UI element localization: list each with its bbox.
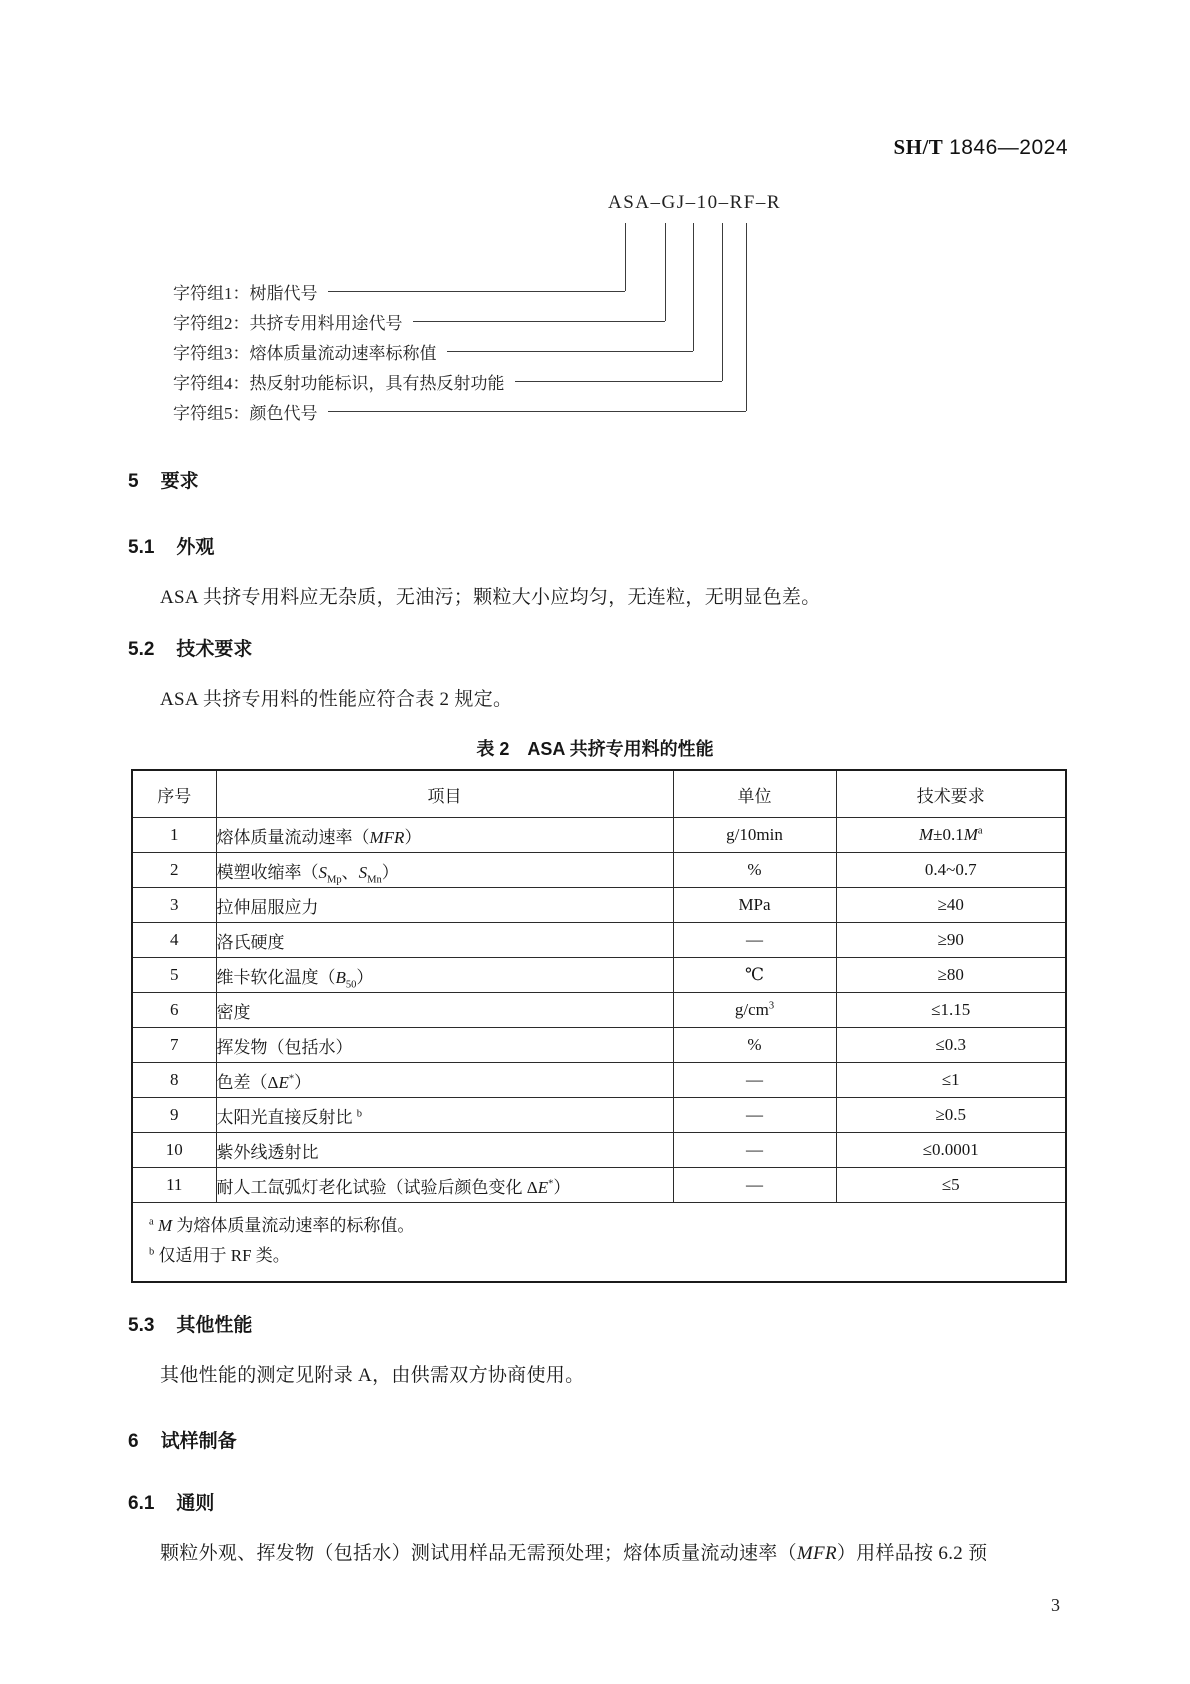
- table-row: [132, 1098, 1066, 1133]
- clause-title: 技术要求: [176, 639, 253, 660]
- row-requirement: ≥40: [836, 888, 1066, 923]
- row-unit: —: [673, 1098, 836, 1133]
- row-requirement: ≥0.5: [836, 1098, 1066, 1133]
- row-unit: —: [673, 923, 836, 958]
- clause-title: 要求: [160, 471, 199, 492]
- table-row: [132, 1063, 1066, 1098]
- row-requirement: ≤1.15: [836, 993, 1066, 1028]
- row-requirement: ≤0.0001: [836, 1133, 1066, 1168]
- table-row: [132, 888, 1066, 923]
- table-row: [132, 958, 1066, 993]
- section-heading-5-2: [122, 637, 1068, 663]
- diagram-label-row-1: [173, 281, 625, 301]
- connector-line-3: [693, 223, 694, 351]
- table-footnote-b: $^b$ 仅适用于 RF 类。: [149, 1246, 290, 1265]
- row-number: 5: [132, 958, 216, 993]
- diagram-label-5: 字符组5：颜色代号: [173, 403, 318, 423]
- diagram-label-row-3: [173, 341, 693, 361]
- table-caption: ASA 共挤专用料的性能: [527, 739, 714, 759]
- section-heading-6: [122, 1429, 1068, 1455]
- row-item: 太阳光直接反射比 $^b$: [216, 1098, 673, 1133]
- row-item: 耐人工氙弧灯老化试验（试验后颜色变化 ΔE*）: [216, 1168, 673, 1203]
- clause-number: 5: [128, 471, 139, 492]
- section-heading-5-1: [122, 535, 1068, 561]
- table-row: [132, 923, 1066, 958]
- diagram-label-1: 字符组1：树脂代号: [173, 283, 318, 303]
- table-footnote-cell: [132, 1203, 1066, 1283]
- paragraph-appearance: ASA 共挤专用料应无杂质，无油污；颗粒大小应均匀，无连粒，无明显色差。: [160, 587, 821, 608]
- row-number: 9: [132, 1098, 216, 1133]
- paragraph-technical: ASA 共挤专用料的性能应符合表 2 规定。: [160, 689, 513, 710]
- table-header-requirement: 技术要求: [836, 770, 1066, 818]
- connector-line-4: [722, 223, 723, 381]
- row-number: 1: [132, 818, 216, 853]
- diagram-label-row-4: [173, 371, 722, 391]
- table-row: [132, 853, 1066, 888]
- diagram-label-3: 字符组3：熔体质量流动速率标称值: [173, 343, 437, 363]
- clause-number: 6: [128, 1431, 139, 1452]
- row-item: 拉伸屈服应力: [216, 888, 673, 923]
- connector-line-1: [625, 223, 626, 291]
- clause-number: 5.3: [128, 1315, 155, 1336]
- page-number: 3: [1051, 1595, 1060, 1615]
- row-item: 密度: [216, 993, 673, 1028]
- table-footnotes: [132, 1203, 1066, 1283]
- label-leader-line-3: [447, 351, 694, 352]
- row-number: 10: [132, 1133, 216, 1168]
- row-number: 3: [132, 888, 216, 923]
- table-footnote-a: $^a$ M 为熔体质量流动速率的标称值。: [149, 1216, 415, 1235]
- table-row: [132, 818, 1066, 853]
- clause-title: 通则: [176, 1493, 215, 1514]
- clause-number: 6.1: [128, 1493, 155, 1514]
- clause-title: 外观: [176, 537, 215, 558]
- row-unit: MPa: [673, 888, 836, 923]
- table-row: [132, 1168, 1066, 1203]
- row-requirement: ≤1: [836, 1063, 1066, 1098]
- product-code: ASA–GJ–10–RF–R: [608, 192, 782, 213]
- table-header-item: 项目: [216, 770, 673, 818]
- table-title: [122, 735, 1068, 761]
- row-requirement: 0.4~0.7: [836, 853, 1066, 888]
- row-number: 4: [132, 923, 216, 958]
- row-unit: ℃: [673, 958, 836, 993]
- row-requirement: ≤5: [836, 1168, 1066, 1203]
- row-requirement: ≥90: [836, 923, 1066, 958]
- section-heading-5: [122, 469, 1068, 495]
- row-requirement: $M\pm 0.1M^a$: [836, 818, 1066, 853]
- row-unit: $g/cm^3$: [673, 993, 836, 1028]
- label-leader-line-5: [328, 411, 747, 412]
- paragraph-general: 颗粒外观、挥发物（包括水）测试用样品无需预处理；熔体质量流动速率（MFR）用样品按 6.2 预: [160, 1543, 988, 1564]
- row-unit: %: [673, 1028, 836, 1063]
- designation-code-diagram: [122, 186, 1068, 421]
- row-unit: —: [673, 1168, 836, 1203]
- label-leader-line-1: [328, 291, 626, 292]
- diagram-label-row-5: [173, 401, 746, 421]
- table-row: [132, 1028, 1066, 1063]
- table-row: [132, 993, 1066, 1028]
- diagram-label-2: 字符组2：共挤专用料用途代号: [173, 313, 403, 333]
- connector-line-5: [746, 223, 747, 411]
- row-item: 熔体质量流动速率（MFR）: [216, 818, 673, 853]
- spec-table: [131, 769, 1067, 1283]
- section-heading-5-3: [122, 1313, 1068, 1339]
- paragraph-other-properties: 其他性能的测定见附录 A，由供需双方协商使用。: [160, 1365, 585, 1386]
- table-number: 表 2: [476, 739, 510, 759]
- diagram-label-row-2: [173, 311, 665, 331]
- section-heading-6-1: [122, 1491, 1068, 1517]
- row-unit: g/10min: [673, 818, 836, 853]
- table-header-index: 序号: [132, 770, 216, 818]
- row-item: 挥发物（包括水）: [216, 1028, 673, 1063]
- row-number: 2: [132, 853, 216, 888]
- row-unit: —: [673, 1133, 836, 1168]
- row-item: 维卡软化温度$(B_{50})$: [216, 958, 673, 993]
- row-unit: %: [673, 853, 836, 888]
- row-number: 8: [132, 1063, 216, 1098]
- row-item: 模塑收缩率（$S_{Mp}$、$S_{Mn}$）: [216, 853, 673, 888]
- table-row: [132, 1133, 1066, 1168]
- label-leader-line-2: [413, 321, 666, 322]
- standard-number: 1846—2024: [949, 136, 1068, 159]
- row-requirement: ≥80: [836, 958, 1066, 993]
- diagram-label-4: 字符组4：热反射功能标识，具有热反射功能: [173, 373, 505, 393]
- row-unit: —: [673, 1063, 836, 1098]
- label-leader-line-4: [515, 381, 723, 382]
- row-number: 7: [132, 1028, 216, 1063]
- page-header: [122, 135, 1068, 160]
- clause-number: 5.1: [128, 537, 155, 558]
- standard-prefix: SH/T: [893, 135, 944, 159]
- row-requirement: ≤0.3: [836, 1028, 1066, 1063]
- row-number: 11: [132, 1168, 216, 1203]
- clause-title: 试样制备: [160, 1431, 237, 1452]
- connector-line-2: [665, 223, 666, 321]
- row-item: 紫外线透射比: [216, 1133, 673, 1168]
- clause-title: 其他性能: [176, 1315, 253, 1336]
- table-header-row: [132, 770, 1066, 818]
- table-header-unit: 单位: [673, 770, 836, 818]
- row-item: 洛氏硬度: [216, 923, 673, 958]
- row-item: 色差（ΔE*）: [216, 1063, 673, 1098]
- clause-number: 5.2: [128, 639, 155, 660]
- row-number: 6: [132, 993, 216, 1028]
